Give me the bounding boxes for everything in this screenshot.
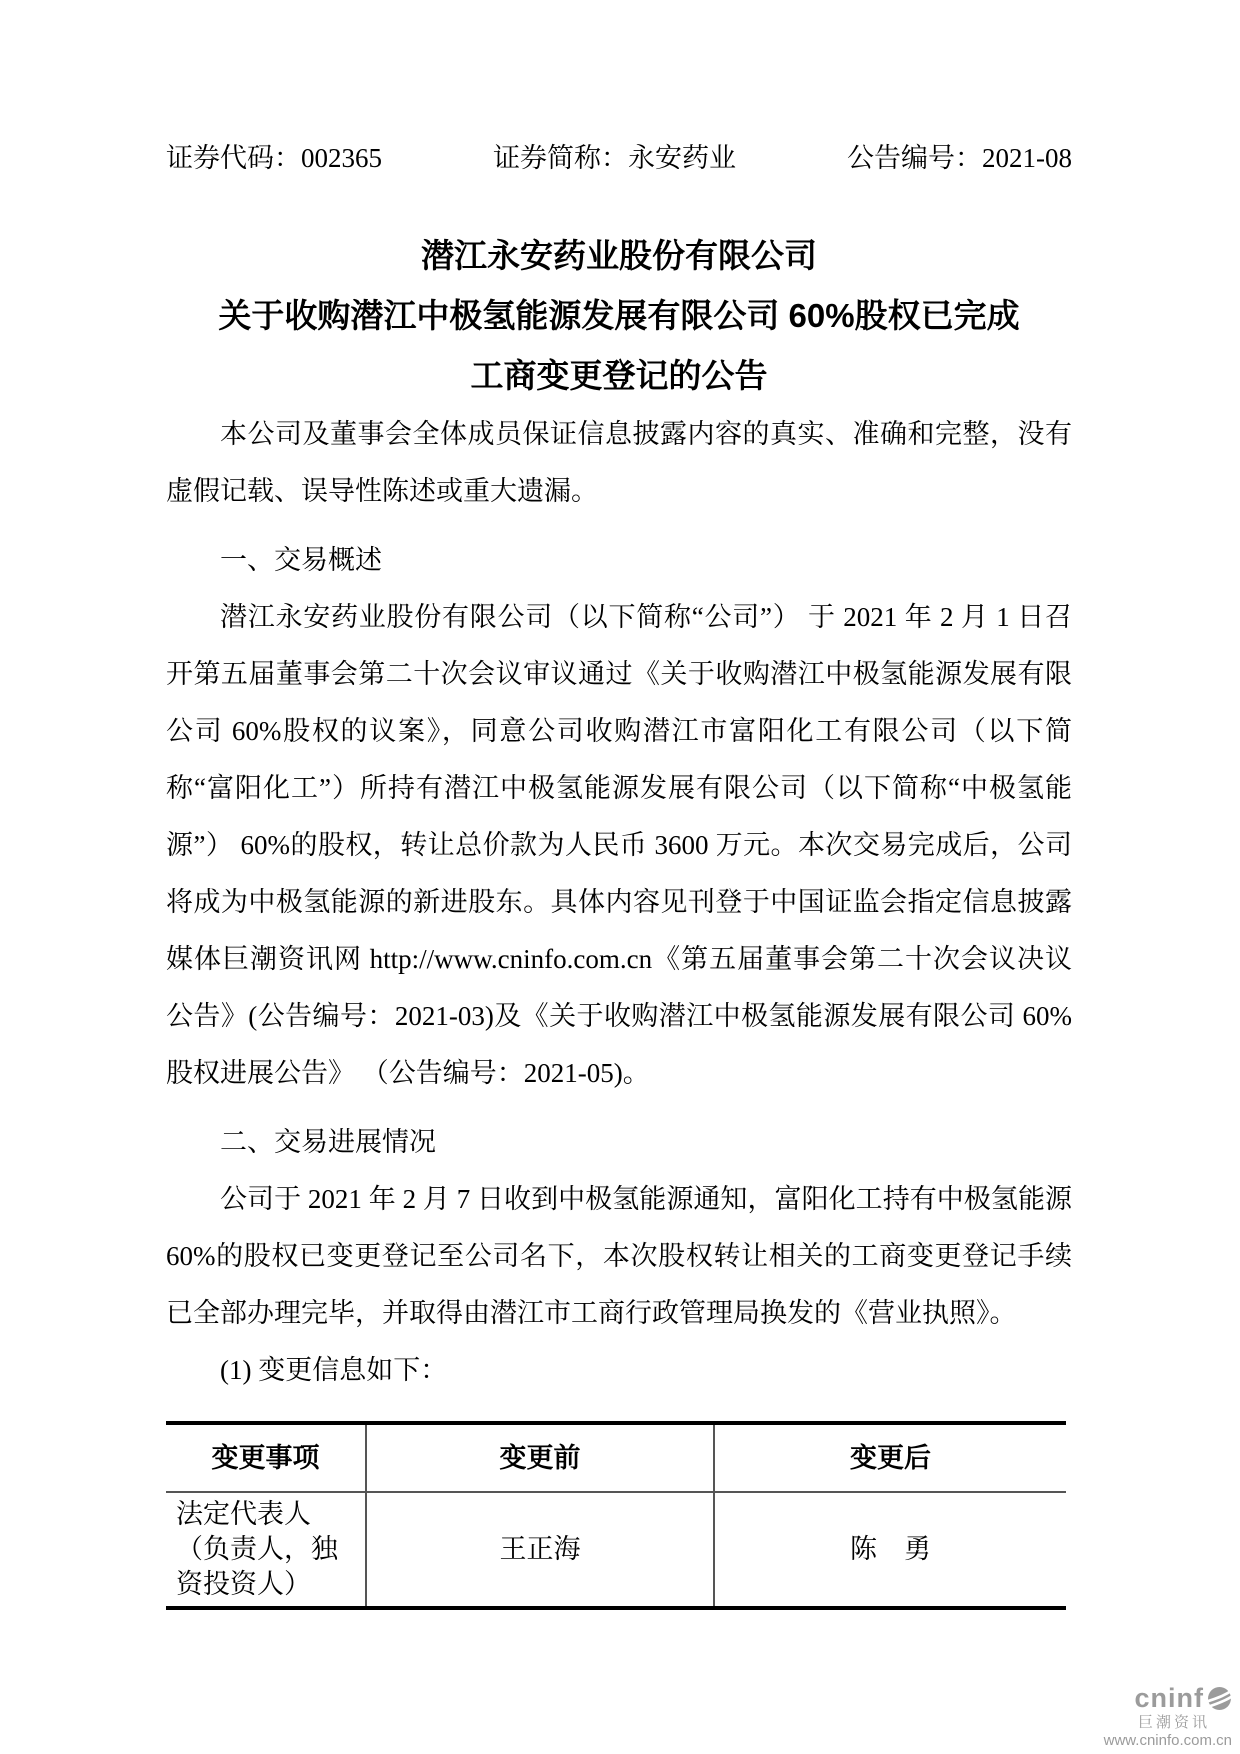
section-2-heading: 二、交易进展情况 <box>220 1127 436 1157</box>
cninfo-swirl-icon <box>1207 1686 1232 1711</box>
announcement-number: 公告编号：2021-08 <box>847 143 1072 173</box>
stock-code: 证券代码：002365 <box>166 143 382 173</box>
change-info-table <box>166 1421 1066 1610</box>
stock-abbr: 证券简称：永安药业 <box>493 143 736 173</box>
document-body <box>166 406 1072 1610</box>
cninfo-logo-text: cninf <box>1134 1683 1204 1713</box>
title-line-type: 工商变更登记的公告 <box>470 357 768 394</box>
cninfo-url: www.cninfo.com.cn <box>1103 1732 1232 1750</box>
cell-after-value: 陈 勇 <box>714 1492 1066 1608</box>
document-title <box>166 226 1072 406</box>
cell-change-item: 法定代表人（负责人，独资投资人） <box>166 1492 366 1608</box>
table-header-row <box>166 1423 1066 1492</box>
col-header-after: 变更后 <box>714 1423 1066 1492</box>
section-2-paragraph: 公司于 2021 年 2 月 7 日收到中极氢能源通知，富阳化工持有中极氢能源 60%的股权已变更登记至公司名下，本次股权转让相关的工商变更登记手续已全部办理完毕，并取得由潜江市工商行政管理局换发的《营业执照》。 <box>166 1184 1072 1328</box>
cell-before-value: 王正海 <box>366 1492 714 1608</box>
col-header-before: 变更前 <box>366 1423 714 1492</box>
title-line-subject: 关于收购潜江中极氢能源发展有限公司 60%股权已完成 <box>218 297 1020 334</box>
cninfo-brand-cn: 巨潮资讯 <box>1137 1713 1210 1731</box>
table-row <box>166 1492 1066 1608</box>
cninfo-logo-row <box>1104 1684 1232 1714</box>
meta-row <box>166 142 1072 174</box>
title-line-company: 潜江永安药业股份有限公司 <box>421 237 817 274</box>
change-info-intro: (1) 变更信息如下： <box>220 1355 448 1385</box>
cninfo-watermark <box>1104 1684 1232 1750</box>
col-header-change-item: 变更事项 <box>166 1423 366 1492</box>
section-1-paragraph: 潜江永安药业股份有限公司（以下简称“公司”） 于 2021 年 2 月 1 日召开第五届董事会第二十次会议审议通过《关于收购潜江中极氢能源发展有限公司 60%股权的议案》，同意公司收购潜江市富阳化工有限公司（以下简称“富阳化工”）所持有潜江中极氢能源发展有限公司（以下简称“中极氢能源”） 60%的股权，转让总价款为人民币 3600 万元。本次交易完成后，公司将成为中极氢能源的新进股东。具体内容见刊登于中国证监会指定信息披露媒体巨潮资讯网 http://www.cninfo.com.cn《第五届董事会第二十次会议决议公告》(公告编号：2021-03)及《关于收购潜江中极氢能源发展有限公司 60%股权进展公告》 （公告编号：2021-05)。 <box>166 602 1072 1088</box>
section-1-heading: 一、交易概述 <box>220 545 382 575</box>
board-declaration: 本公司及董事会全体成员保证信息披露内容的真实、准确和完整，没有虚假记载、误导性陈述或重大遗漏。 <box>166 419 1072 506</box>
